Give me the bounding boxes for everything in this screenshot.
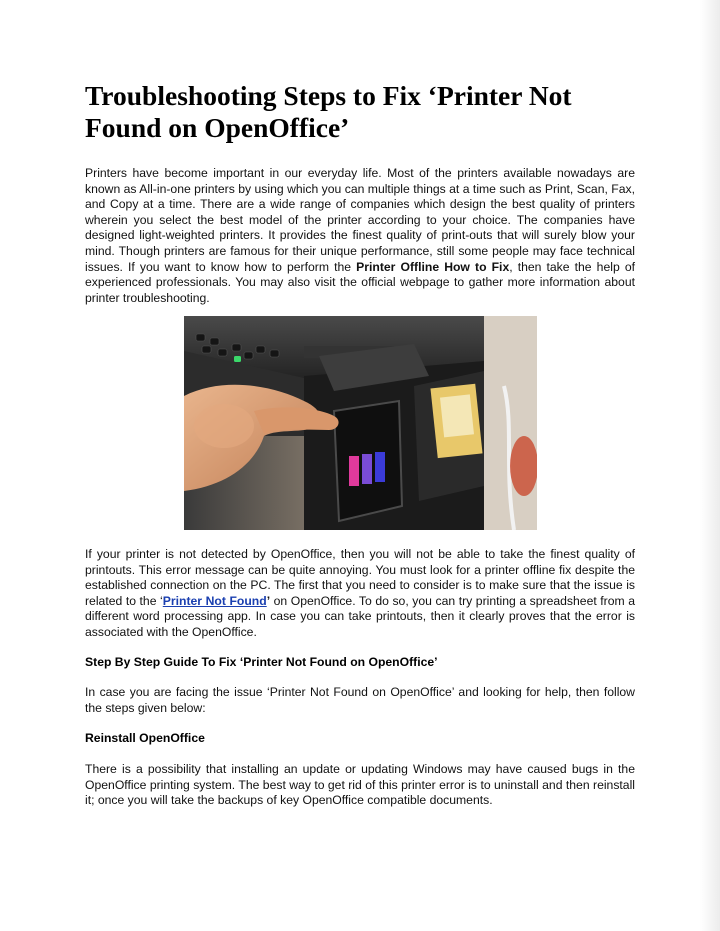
intro-text-after: , then take the help of experienced professionals. You may also visit the official webpage to gather more information about printer troubleshooting. bbox=[85, 259, 635, 305]
printer-photo bbox=[184, 316, 537, 530]
page-title: Troubleshooting Steps to Fix ‘Printer Not Found on OpenOffice’ bbox=[85, 80, 572, 143]
intro-text-before: Printers have become important in our everyday life. Most of the printers available nowadays are known as All-in-one printers by using which you can multiple things at a time such as Print, Scan, Fax, and Copy at a time. There are a wide range of companies which design the best quality of printers wherein you select the best model of the printer according to your choice. The companies have designed light-weighted printers. It provides the finest quality of print-outs that will surely blow your mind. Though printers are famous for their unique performance, still some people may face technical issues. If you want to know how to perform the bbox=[85, 166, 635, 274]
steps-intro-paragraph: In case you are facing the issue ‘Printer Not Found on OpenOffice’ and looking for help, then follow the steps given below: bbox=[85, 685, 635, 715]
step-guide-heading: Step By Step Guide To Fix ‘Printer Not Found on OpenOffice’ bbox=[85, 655, 438, 669]
printer-not-found-link[interactable]: Printer Not Found bbox=[162, 593, 267, 608]
detection-text-after: on OpenOffice. To do so, you can try printing a spreadsheet from a different word processing app. In case you can take printouts, then it clearly proves that the error is associated with the OpenOffice. bbox=[85, 593, 635, 639]
detection-text-before: If your printer is not detected by OpenOffice, then you will not be able to take the finest quality of printouts. This error message can be quite annoying. You must look for a printer offline fix despite the established connection on the PC. The first that you need to consider is to make sure that the issue is related to the ‘ bbox=[85, 547, 635, 608]
link-closing-quote: ’ bbox=[266, 593, 271, 608]
intro-paragraph bbox=[85, 166, 635, 306]
reinstall-paragraph: There is a possibility that installing an update or updating Windows may have caused bugs in the OpenOffice printing system. The best way to get rid of this printer error is to uninstall and then reinstall it; once you will take the backups of key OpenOffice compatible documents. bbox=[85, 762, 635, 808]
page-edge-shade bbox=[700, 0, 720, 931]
reinstall-heading: Reinstall OpenOffice bbox=[85, 731, 205, 745]
detection-paragraph bbox=[85, 547, 635, 641]
intro-bold-phrase: Printer Offline How to Fix bbox=[356, 259, 510, 274]
